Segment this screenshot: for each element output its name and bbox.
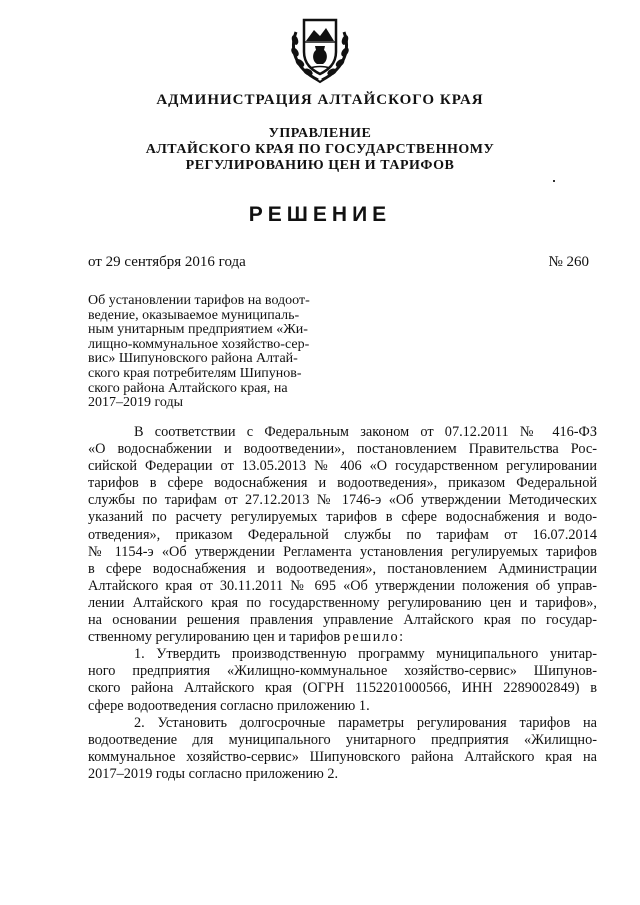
document-type-heading: РЕШЕНИЕ: [248, 203, 392, 226]
item-2-line: 2017–2019 годы согласно приложению 2.: [88, 765, 339, 782]
body-line: в сфере водоснабжения и водоотведения», постановлением Администрации: [88, 560, 597, 577]
document-body: [88, 424, 597, 783]
body-line: службы по тарифам от 27.12.2013 № 1746-э «Об утверждении Методических: [88, 492, 597, 509]
scan-speck: [553, 180, 555, 182]
subject-line: ведение, оказываемое муниципаль-: [88, 307, 300, 323]
subject-line: ского района Алтайского края, на: [88, 380, 288, 396]
subject-line: 2017–2019 годы: [88, 395, 184, 411]
body-line: на основании решения правления управление Алтайского края по государ-: [88, 612, 597, 629]
body-line: «О водоснабжении и водоотведении», постановлением Правительства Рос-: [88, 441, 597, 458]
item-2-line: водоотведение для муниципального унитарного предприятия «Жилищно-: [88, 731, 597, 748]
subject-line: ского края потребителям Шипунов-: [88, 365, 302, 381]
item-1-line: ного предприятия «Жилищно-коммунальное хозяйство-сервис» Шипунов-: [88, 663, 597, 680]
subject-line: Об установлении тарифов на водоот-: [88, 293, 310, 308]
department-line: АЛТАЙСКОГО КРАЯ ПО ГОСУДАРСТВЕННОМУ: [145, 142, 495, 157]
body-line: [88, 629, 597, 646]
document-date: от 29 сентября 2016 года: [88, 254, 246, 270]
subject-line: лищно-коммунальное хозяйство-сер-: [88, 336, 310, 352]
decision-word: решило:: [343, 629, 405, 646]
document-subject: [88, 294, 336, 411]
body-line: тарифов в сфере водоснабжения и водоотведения», приказом Федеральной: [88, 475, 597, 492]
body-line: указаний по расчету регулируемых тарифов в сфере водоснабжения и водо-: [88, 509, 597, 526]
department-line: РЕГУЛИРОВАНИЮ ЦЕН И ТАРИФОВ: [185, 158, 455, 173]
subject-line: ным унитарным предприятием «Жи-: [88, 322, 308, 338]
body-line: № 1154-э «Об утверждении Регламента установления регулируемых тарифов: [88, 543, 597, 560]
body-line: В соответствии с Федеральным законом от 07.12.2011 № 416-ФЗ: [134, 424, 597, 440]
administration-title: АДМИНИСТРАЦИЯ АЛТАЙСКОГО КРАЯ: [156, 92, 484, 108]
body-line: Алтайского края от 30.11.2011 № 695 «Об утверждении положения об управ-: [88, 577, 597, 594]
body-line-text: ственному регулированию цен и тарифов: [88, 629, 341, 646]
department-line: УПРАВЛЕНИЕ: [268, 126, 372, 141]
body-line: сийской Федерации от 13.05.2013 № 406 «О государственном регулировании: [88, 458, 597, 475]
document-number: № 260: [548, 254, 589, 270]
body-line: отведения», приказом Федеральной службы по тарифам от 16.07.2014: [88, 526, 597, 543]
item-1-line: сфере водоотведения согласно приложению 1.: [88, 697, 370, 714]
item-1-line: ского района Алтайского края (ОГРН 1152201000566, ИНН 2289002849) в: [88, 680, 597, 697]
item-1-line: 1. Утвердить производственную программу муниципального унитар-: [134, 646, 597, 663]
department-title: [0, 126, 640, 174]
body-line: лении Алтайского края по государственному регулированию цен и тарифов»,: [88, 594, 597, 611]
item-2-line: 2. Установить долгосрочные параметры регулирования тарифов на: [134, 714, 597, 731]
subject-line: вис» Шипуновского района Алтай-: [88, 351, 298, 367]
item-2-line: коммунальное хозяйство-сервис» Шипуновского района Алтайского края на: [88, 748, 597, 765]
coat-of-arms-icon: [288, 12, 352, 84]
